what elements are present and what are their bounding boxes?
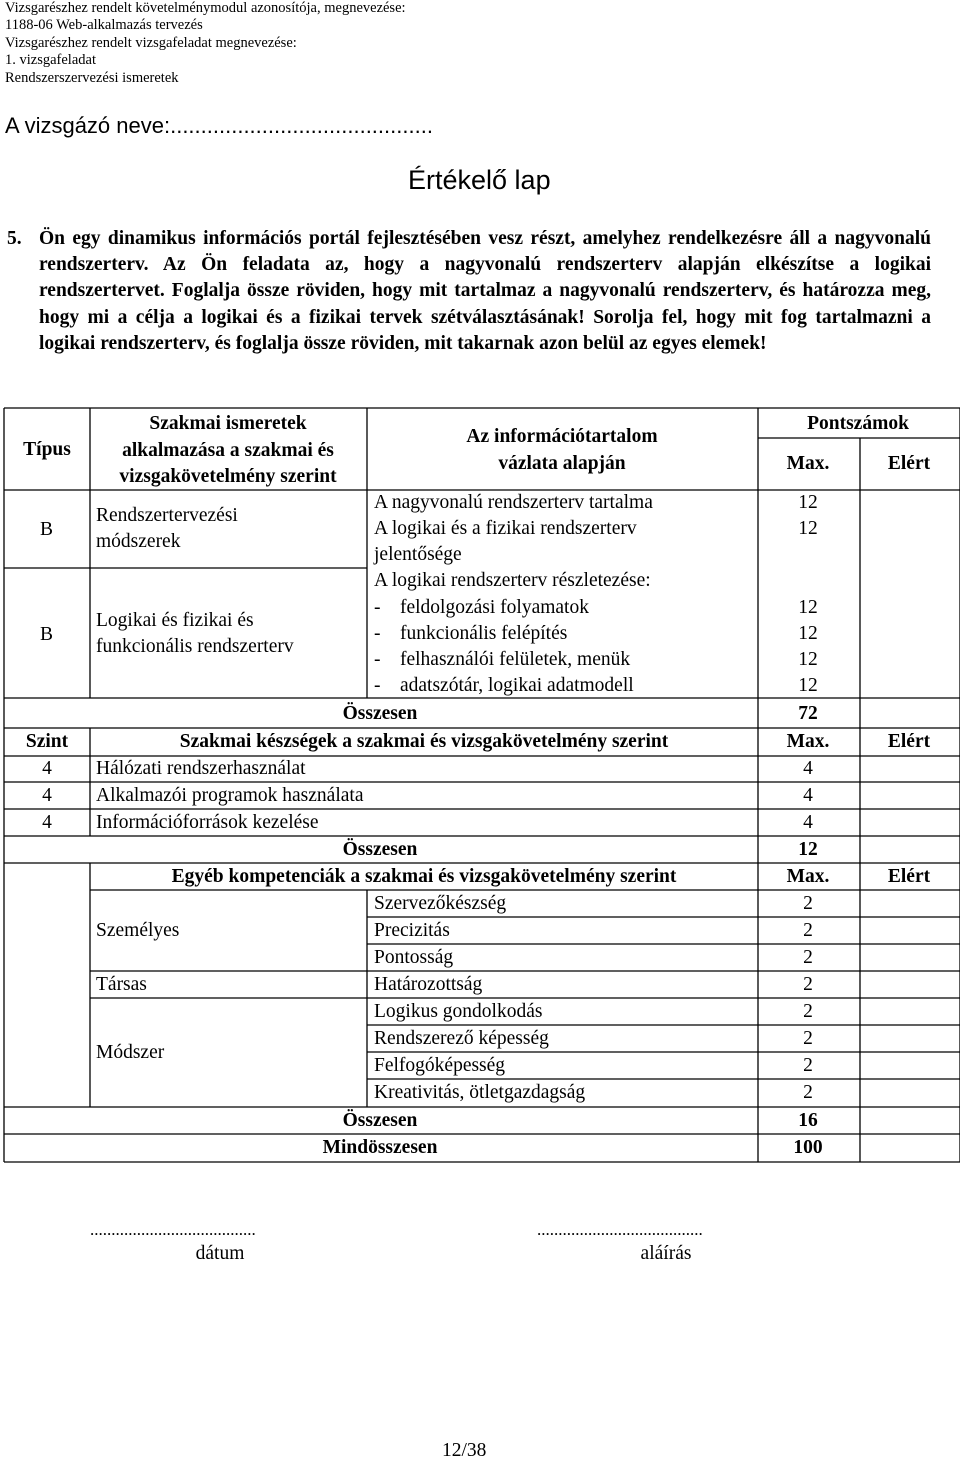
competency-name: Pontosság — [374, 947, 454, 968]
skill-max: 4 — [803, 812, 813, 833]
total-value: 72 — [798, 703, 818, 724]
row-points: 12 — [798, 623, 818, 644]
competency-header-title: Egyéb kompetenciák a szakmai és vizsgakövetelmény szerint — [171, 866, 677, 887]
task-number: 5. — [7, 228, 22, 249]
total-label: Összesen — [342, 839, 418, 860]
total-label: Összesen — [342, 1110, 418, 1131]
row-type: B — [40, 624, 54, 645]
skills-header-max: Max. — [786, 731, 830, 752]
row-item: jelentősége — [374, 544, 462, 565]
col-header-max: Max. — [786, 453, 830, 474]
col-header-type: Típus — [23, 439, 71, 460]
candidate-name-field: A vizsgázó neve:........................................... — [5, 113, 433, 138]
header-line: Rendszerszervezési ismeretek — [5, 69, 179, 86]
skills-header-achieved: Elért — [887, 731, 931, 752]
skill-max: 4 — [803, 758, 813, 779]
competency-group: Személyes — [96, 920, 180, 941]
competency-max: 2 — [803, 1082, 813, 1103]
skill-name: Alkalmazói programok használata — [96, 785, 364, 806]
header-line: Vizsgarészhez rendelt követelménymodul azonosítója, megnevezése: — [5, 0, 406, 16]
row-points: 12 — [798, 675, 818, 696]
signature-line: ....................................... — [537, 1220, 703, 1239]
competency-max: 2 — [803, 1001, 813, 1022]
col-header-knowledge: alkalmazása a szakmai és — [122, 440, 334, 461]
competency-max: 2 — [803, 1028, 813, 1049]
competency-header-achieved: Elért — [887, 866, 931, 887]
competency-max: 2 — [803, 893, 813, 914]
header-line: 1188-06 Web-alkalmazás tervezés — [5, 17, 203, 34]
competency-max: 2 — [803, 974, 813, 995]
date-line: ....................................... — [90, 1220, 256, 1239]
document-header — [5, 0, 406, 87]
row-points: 12 — [798, 518, 818, 539]
competency-max: 2 — [803, 920, 813, 941]
competency-name: Rendszerező képesség — [374, 1028, 549, 1049]
grand-total-label: Mindösszesen — [322, 1137, 438, 1158]
row-item: - feldolgozási folyamatok — [374, 597, 589, 618]
competency-group: Módszer — [96, 1042, 165, 1063]
row-topic: módszerek — [96, 531, 181, 552]
row-type: B — [40, 519, 54, 540]
col-header-info: vázlata alapján — [498, 453, 626, 474]
competency-name: Szervezőkészség — [374, 893, 507, 914]
competency-group: Társas — [96, 974, 147, 995]
total-label: Összesen — [342, 703, 418, 724]
competency-header-max: Max. — [786, 866, 830, 887]
skill-level: 4 — [42, 758, 52, 779]
row-topic: funkcionális rendszerterv — [96, 636, 294, 657]
header-line: Vizsgarészhez rendelt vizsgafeladat megnevezése: — [5, 34, 297, 51]
skills-header-level: Szint — [25, 731, 69, 752]
skill-level: 4 — [42, 812, 52, 833]
grand-total-value: 100 — [793, 1137, 823, 1158]
competency-name: Logikus gondolkodás — [374, 1001, 543, 1022]
row-item: A logikai rendszerterv részletezése: — [374, 570, 651, 591]
row-points: 12 — [798, 492, 818, 513]
col-header-info: Az információtartalom — [466, 426, 658, 447]
row-points: 12 — [798, 649, 818, 670]
page-title: Értékelő lap — [408, 165, 551, 195]
row-topic: Logikai és fizikai és — [96, 610, 254, 631]
competency-name: Határozottság — [374, 974, 483, 995]
row-item: - funkcionális felépítés — [374, 623, 568, 644]
row-item: - felhasználói felületek, menük — [374, 649, 631, 670]
competency-name: Felfogóképesség — [374, 1055, 506, 1076]
competency-max: 2 — [803, 1055, 813, 1076]
total-value: 16 — [798, 1110, 818, 1131]
task-text: Ön egy dinamikus információs portál fejlesztésében vesz részt, amelyhez rendelkezésre áll a nagyvonalú rendszerterv. Az Ön feladata az, hogy a nagyvonalú rendszerterv alapján elkészítse a logikai rendszertervet. Foglalja össze röviden, hogy mit tartalmaz a nagyvonalú rendszerterv, és határozza meg, hogy mi a célja a logikai és a fizikai tervek szétválasztásának! Sorolja fel, hogy mit fog tartalmazni a logikai rendszerterv, és foglalja össze röviden, mit takarnak azon belül az egyes elemek! — [39, 228, 931, 354]
col-header-knowledge: Szakmai ismeretek — [149, 413, 307, 434]
competency-name: Kreativitás, ötletgazdagság — [374, 1082, 586, 1103]
total-value: 12 — [798, 839, 818, 860]
row-item: - adatszótár, logikai adatmodell — [374, 675, 634, 696]
skill-level: 4 — [42, 785, 52, 806]
skills-header-title: Szakmai készségek a szakmai és vizsgakövetelmény szerint — [179, 731, 669, 752]
header-line: 1. vizsgafeladat — [5, 52, 96, 69]
skill-name: Információforrások kezelése — [96, 812, 319, 833]
row-points: 12 — [798, 597, 818, 618]
competency-name: Precizitás — [374, 920, 450, 941]
row-item: A nagyvonalú rendszerterv tartalma — [374, 492, 653, 513]
date-label: dátum — [195, 1243, 245, 1264]
competency-max: 2 — [803, 947, 813, 968]
skill-max: 4 — [803, 785, 813, 806]
col-header-knowledge: vizsgakövetelmény szerint — [119, 466, 337, 487]
col-header-points: Pontszámok — [807, 413, 909, 434]
skill-name: Hálózati rendszerhasználat — [96, 758, 306, 779]
row-topic: Rendszertervezési — [96, 505, 238, 526]
signature-label: aláírás — [640, 1243, 692, 1264]
col-header-achieved: Elért — [887, 453, 931, 474]
page-number: 12/38 — [442, 1440, 487, 1461]
row-item: A logikai és a fizikai rendszerterv — [374, 518, 637, 539]
task-description — [7, 226, 931, 357]
